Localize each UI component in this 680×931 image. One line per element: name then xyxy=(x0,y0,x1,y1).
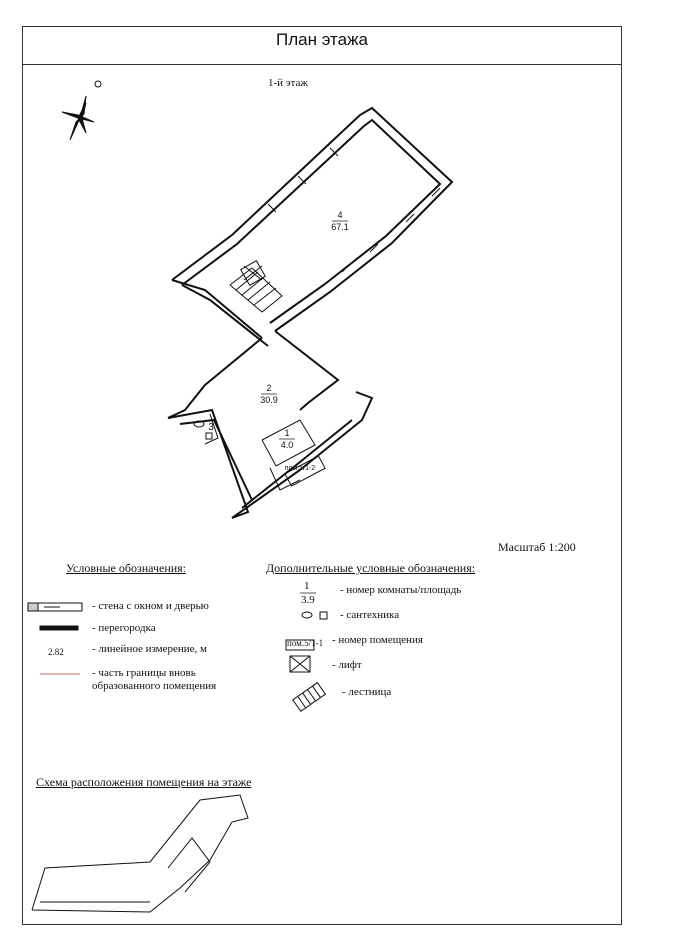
room-2-area: 30.9 xyxy=(260,395,278,405)
legend-partition: - перегородка xyxy=(92,622,156,634)
extra-lift: - лифт xyxy=(332,659,362,671)
premises-tag: пом.5/1-2 xyxy=(284,465,316,472)
page-title: План этажа xyxy=(276,30,368,49)
extra-sample-number: 1 xyxy=(304,580,310,592)
compass-icon xyxy=(62,81,101,140)
scheme-title: Схема расположения помещения на этаже xyxy=(36,775,252,789)
room-1-number: 1 xyxy=(284,428,290,438)
legend-title: Условные обозначения: xyxy=(66,561,187,575)
extra-room-number: - номер комнаты/площадь xyxy=(340,584,462,596)
location-scheme xyxy=(32,795,248,912)
extra-premises-number: - номер помещения xyxy=(332,634,423,646)
scale-label: Масштаб 1:200 xyxy=(498,540,576,554)
floor-label: 1-й этаж xyxy=(268,77,308,89)
legend-dimension-sample: 2.82 xyxy=(48,647,64,657)
extra-premises-sample: пом.5/1-1 xyxy=(287,638,324,648)
legend-dimension: - линейное измерение, м xyxy=(92,643,208,655)
room-4-number: 4 xyxy=(337,210,343,220)
room-3-number: 3 xyxy=(208,422,214,433)
extra-sample-area: 3.9 xyxy=(301,594,315,606)
extra-sanitary: - сантехника xyxy=(340,609,400,621)
room-4-area: 67.1 xyxy=(331,222,349,232)
extra-stairs: - лестница xyxy=(342,686,392,698)
room-1-area: 4.0 xyxy=(280,440,294,450)
room-2-number: 2 xyxy=(266,383,272,393)
legend-wall: - стена с окном и дверью xyxy=(92,600,209,612)
extra-legend-title: Дополнительные условные обозначения: xyxy=(266,561,476,575)
floor-plan xyxy=(168,108,452,518)
legend-boundary: - часть границы вновь образованного помещения xyxy=(92,667,217,692)
